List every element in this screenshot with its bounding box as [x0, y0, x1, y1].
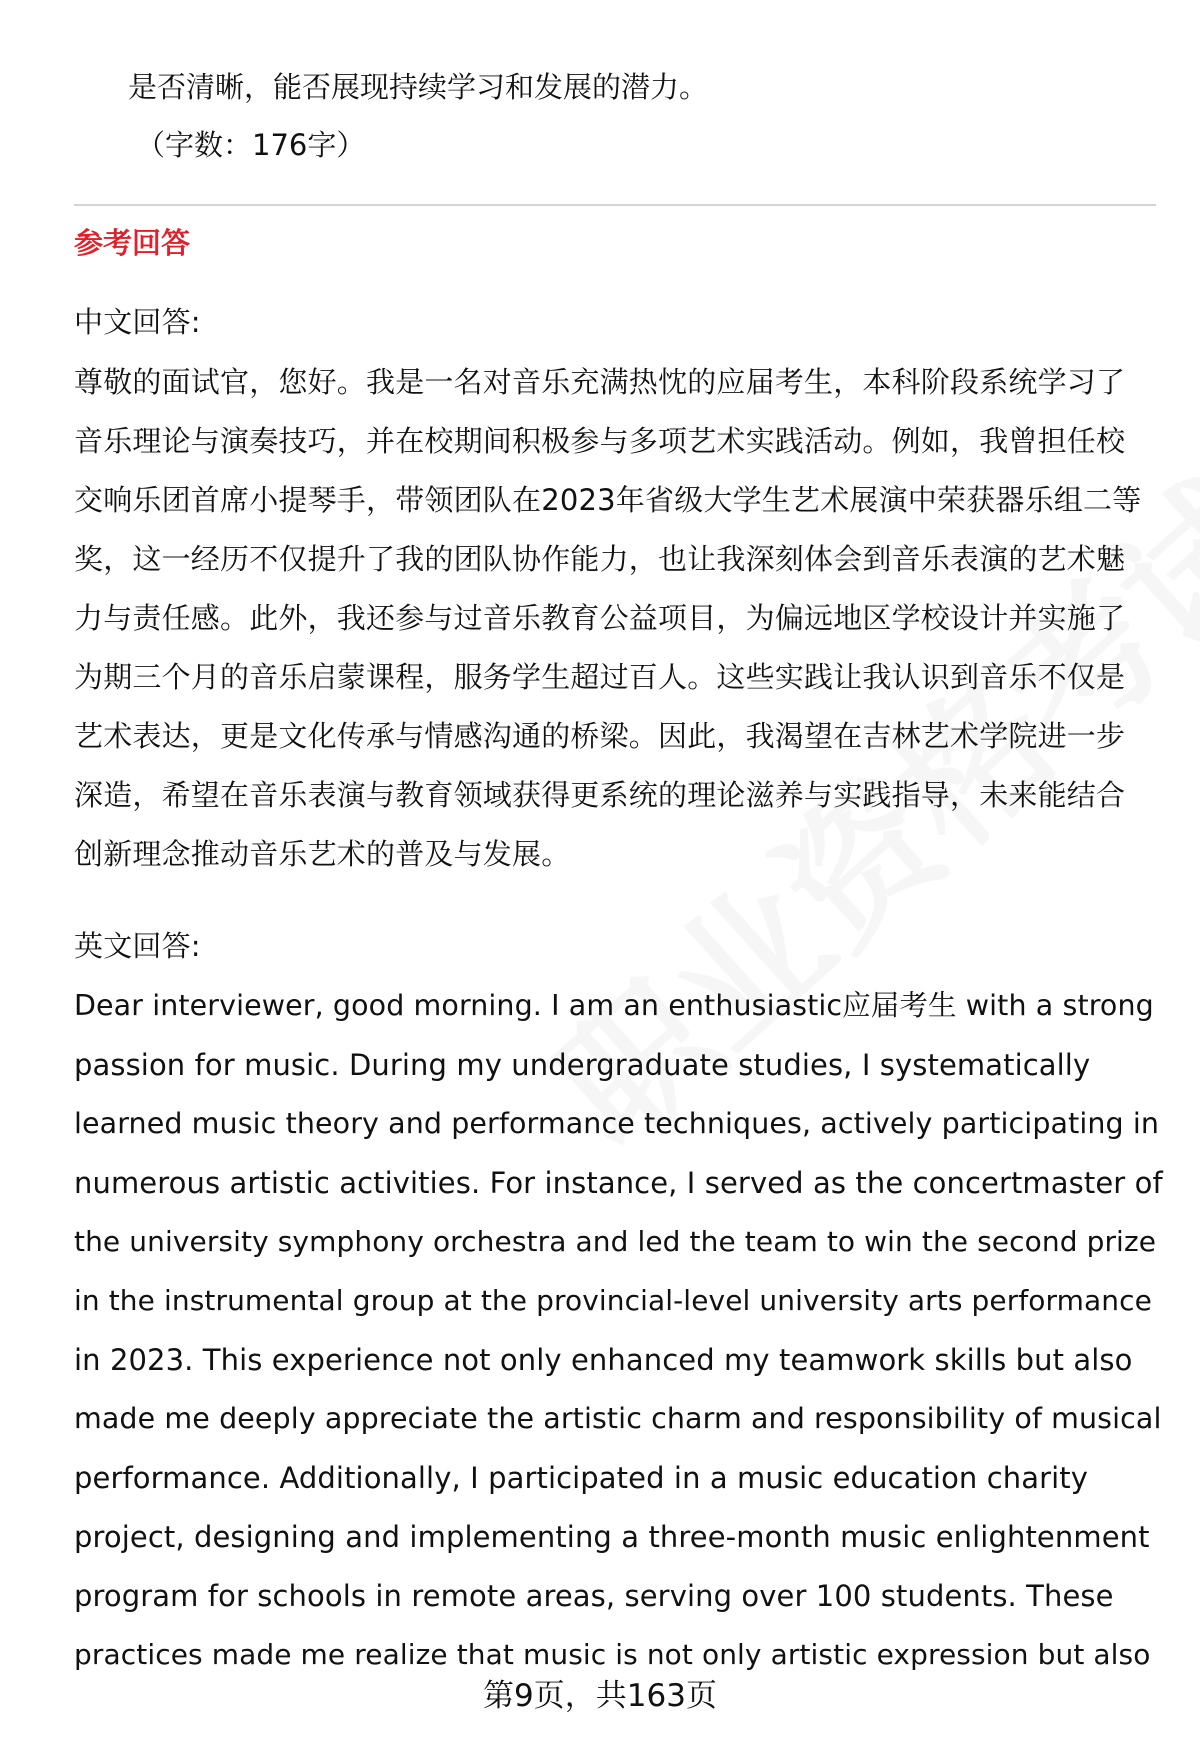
chinese-answer-line: 交响乐团首席小提琴手，带领团队在2023年省级大学生艺术展演中荣获器乐组二等	[74, 483, 1142, 517]
english-answer-line: Dear interviewer, good morning. I am an enthusiastic应届考生 with a strong	[74, 989, 1154, 1022]
english-answer-label: 英文回答:	[74, 929, 201, 963]
chinese-answer-line: 音乐理论与演奏技巧，并在校期间积极参与多项艺术实践活动。例如，我曾担任校	[74, 424, 1126, 458]
word-count: （字数：176字）	[136, 128, 366, 162]
chinese-answer-line: 力与责任感。此外，我还参与过音乐教育公益项目，为偏远地区学校设计并实施了	[74, 601, 1126, 635]
page-number: 第9页，共163页	[483, 1678, 717, 1714]
english-answer-line: made me deeply appreciate the artistic charm and responsibility of musical	[74, 1402, 1162, 1435]
chinese-answer-line: 为期三个月的音乐启蒙课程，服务学生超过百人。这些实践让我认识到音乐不仅是	[74, 660, 1126, 694]
english-answer-line: performance. Additionally, I participated in a music education charity	[74, 1461, 1089, 1495]
english-answer-line: in 2023. This experience not only enhanced my teamwork skills but also	[74, 1343, 1133, 1377]
chinese-answer-line: 尊敬的面试官，您好。我是一名对音乐充满热忱的应届考生，本科阶段系统学习了	[74, 365, 1126, 399]
english-answer-line: the university symphony orchestra and led the team to win the second prize	[74, 1225, 1157, 1258]
chinese-answer-label: 中文回答:	[74, 305, 201, 339]
reference-answer-title: 参考回答	[74, 226, 191, 260]
english-answer-line: learned music theory and performance techniques, actively participating in	[74, 1107, 1160, 1140]
chinese-answer-line: 创新理念推动音乐艺术的普及与发展。	[74, 837, 571, 871]
continuation-line: 是否清晰，能否展现持续学习和发展的潜力。	[128, 70, 709, 104]
english-answer-line: numerous artistic activities. For instance, I served as the concertmaster of	[74, 1166, 1163, 1200]
chinese-answer-line: 艺术表达，更是文化传承与情感沟通的桥梁。因此，我渴望在吉林艺术学院进一步	[74, 719, 1126, 753]
section-divider	[74, 204, 1156, 206]
chinese-answer-line: 深造，希望在音乐表演与教育领域获得更系统的理论滋养与实践指导，未来能结合	[74, 778, 1126, 812]
chinese-answer-line: 奖，这一经历不仅提升了我的团队协作能力，也让我深刻体会到音乐表演的艺术魅	[74, 542, 1126, 576]
english-answer-line: practices made me realize that music is not only artistic expression but also	[74, 1638, 1151, 1671]
english-answer-line: passion for music. During my undergraduate studies, I systematically	[74, 1048, 1091, 1082]
english-answer-line: program for schools in remote areas, serving over 100 students. These	[74, 1579, 1114, 1613]
english-answer-line: in the instrumental group at the provincial-level university arts performance	[74, 1284, 1152, 1317]
english-answer-line: project, designing and implementing a three-month music enlightenment	[74, 1520, 1150, 1554]
